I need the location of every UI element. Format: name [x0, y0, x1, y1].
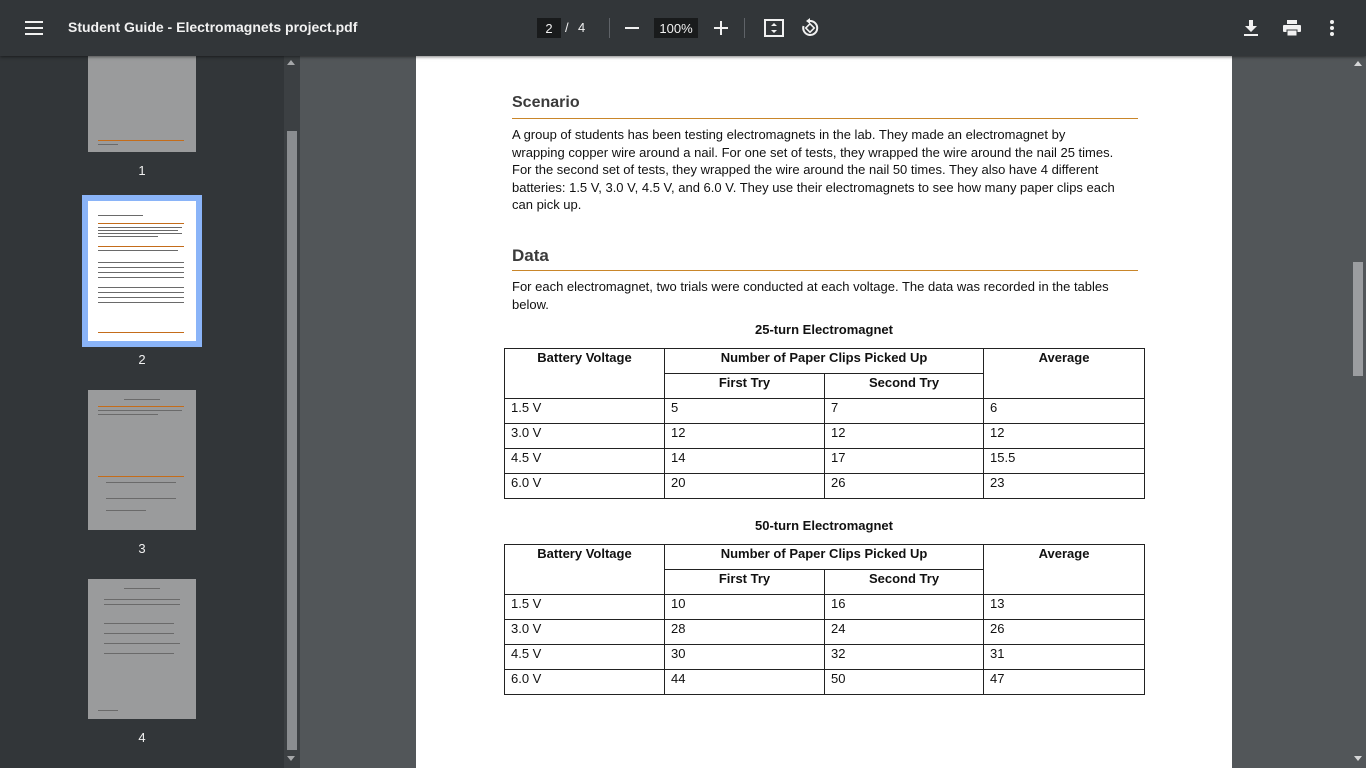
more-vert-icon [1330, 20, 1334, 36]
header-cell: Number of Paper Clips Picked Up [665, 545, 984, 570]
table-cell: 10 [665, 595, 825, 620]
table-cell: 44 [665, 670, 825, 695]
header-cell: Battery Voltage [505, 349, 665, 399]
table-cell: 20 [665, 474, 825, 499]
table-cell: 12 [665, 424, 825, 449]
table-cell: 31 [984, 645, 1145, 670]
header-cell: Second Try [825, 570, 984, 595]
scroll-down-arrow-icon[interactable] [287, 756, 295, 761]
toolbar-divider [609, 18, 610, 38]
pdf-page [416, 56, 1232, 768]
table-cell: 28 [665, 620, 825, 645]
text-line: can pick up. [512, 197, 582, 213]
header-cell: Second Try [825, 374, 984, 399]
scenario-heading: Scenario [512, 94, 580, 111]
header-cell: Average [984, 349, 1145, 399]
table-cell: 6.0 V [505, 474, 665, 499]
table-cell: 1.5 V [505, 595, 665, 620]
page-thumbnail-3[interactable] [88, 390, 196, 530]
hamburger-icon [25, 21, 43, 35]
table-cell: 32 [825, 645, 984, 670]
print-icon [1283, 20, 1301, 36]
download-icon [1244, 20, 1258, 36]
header-cell: Average [984, 545, 1145, 595]
fit-page-icon [764, 19, 784, 37]
table-cell: 16 [825, 595, 984, 620]
data-table-50-turn [504, 544, 1145, 695]
table-cell: 7 [825, 399, 984, 424]
table-cell: 1.5 V [505, 399, 665, 424]
header-cell: First Try [665, 374, 825, 399]
table-cell: 15.5 [984, 449, 1145, 474]
table-cell: 3.0 V [505, 424, 665, 449]
zoom-in-button[interactable] [705, 12, 737, 44]
table-cell: 13 [984, 595, 1145, 620]
text-line: For each electromagnet, two trials were conducted at each voltage. The data was recorded in the tables [512, 279, 1109, 294]
thumbnail-number: 2 [138, 352, 146, 367]
table-row [505, 595, 1145, 620]
more-actions-button[interactable] [1316, 12, 1348, 44]
scenario-paragraph [512, 126, 1142, 214]
text-line: below. [512, 296, 549, 312]
table-row [505, 670, 1145, 695]
text-line: For the second set of tests, they wrapped the wire around the nail 50 times. They also have 4 different [512, 162, 1099, 178]
table-cell: 4.5 V [505, 449, 665, 474]
table-cell: 3.0 V [505, 620, 665, 645]
page-thumbnail-2[interactable] [88, 201, 196, 341]
data-table-25-turn [504, 348, 1145, 499]
rotate-icon [800, 18, 820, 38]
total-pages: 4 [578, 20, 586, 35]
thumbnail-number: 4 [138, 730, 146, 745]
fit-to-page-button[interactable] [758, 12, 790, 44]
menu-button[interactable] [18, 12, 50, 44]
table-row [505, 449, 1145, 474]
table-caption: 25-turn Electromagnet [755, 322, 893, 337]
thumbnail-sidebar [0, 56, 284, 768]
plus-icon [714, 21, 728, 35]
table-cell: 50 [825, 670, 984, 695]
header-cell: Battery Voltage [505, 545, 665, 595]
viewer-scrollbar[interactable] [1350, 56, 1366, 768]
header-cell: First Try [665, 570, 825, 595]
table-cell: 12 [984, 424, 1145, 449]
table-cell: 12 [825, 424, 984, 449]
table-row [505, 399, 1145, 424]
viewer-scrollbar-thumb[interactable] [1353, 262, 1363, 376]
page-thumbnail-1[interactable] [88, 56, 196, 152]
table-cell: 4.5 V [505, 645, 665, 670]
zoom-level-input[interactable] [654, 18, 698, 38]
data-paragraph [512, 278, 1142, 313]
data-heading: Data [512, 246, 549, 265]
zoom-out-button[interactable] [616, 12, 648, 44]
table-cell: 26 [984, 620, 1145, 645]
table-cell: 47 [984, 670, 1145, 695]
toolbar-divider [744, 18, 745, 38]
table-row [505, 424, 1145, 449]
header-cell: Number of Paper Clips Picked Up [665, 349, 984, 374]
minus-icon [625, 21, 639, 35]
sidebar-scrollbar-thumb[interactable] [287, 131, 297, 750]
document-title: Student Guide - Electromagnets project.pdf [68, 19, 358, 35]
text-line: A group of students has been testing electromagnets in the lab. They made an electromagnet by [512, 127, 1066, 142]
table-cell: 30 [665, 645, 825, 670]
page-number-input[interactable] [537, 18, 561, 38]
text-line: batteries: 1.5 V, 3.0 V, 4.5 V, and 6.0 V. They use their electromagnets to see how many paper clips each [512, 179, 1115, 195]
heading-rule [512, 118, 1138, 119]
table-cell: 5 [665, 399, 825, 424]
text-line: wrapping copper wire around a nail. For one set of tests, they wrapped the wire around the nail 25 times. [512, 144, 1114, 160]
scroll-up-arrow-icon[interactable] [287, 60, 295, 65]
table-cell: 14 [665, 449, 825, 474]
scroll-down-arrow-icon[interactable] [1354, 756, 1362, 761]
table-caption: 50-turn Electromagnet [755, 518, 893, 533]
pdf-toolbar [0, 0, 1366, 56]
heading-rule [512, 270, 1138, 271]
page-thumbnail-4[interactable] [88, 579, 196, 719]
table-cell: 6 [984, 399, 1145, 424]
table-cell: 23 [984, 474, 1145, 499]
thumbnail-number: 3 [138, 541, 146, 556]
table-cell: 24 [825, 620, 984, 645]
rotate-button[interactable] [794, 12, 826, 44]
table-row [505, 645, 1145, 670]
table-cell: 6.0 V [505, 670, 665, 695]
print-button[interactable] [1276, 12, 1308, 44]
download-button[interactable] [1235, 12, 1267, 44]
thumbnail-number: 1 [138, 163, 146, 178]
page-separator: / [565, 20, 569, 35]
table-row [505, 474, 1145, 499]
table-cell: 26 [825, 474, 984, 499]
table-cell: 17 [825, 449, 984, 474]
table-row [505, 620, 1145, 645]
scroll-up-arrow-icon[interactable] [1354, 61, 1362, 66]
